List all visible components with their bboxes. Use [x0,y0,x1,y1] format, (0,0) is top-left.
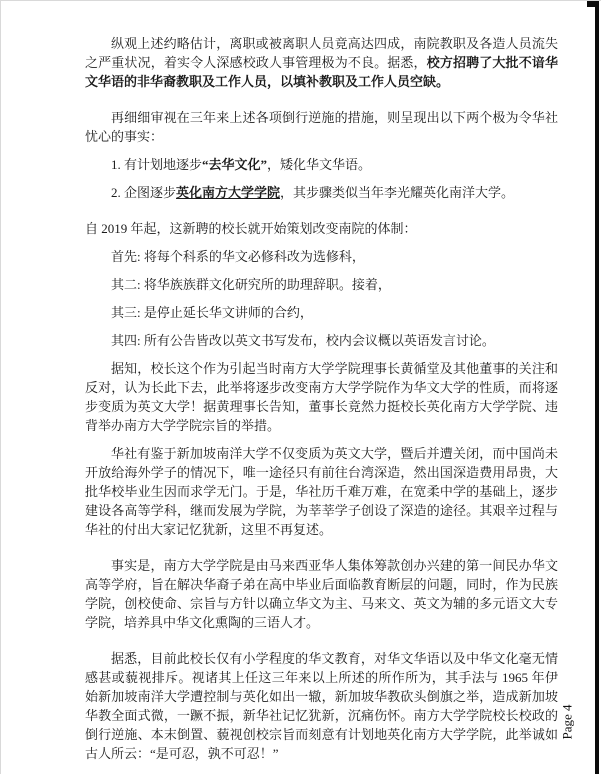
body-text: 事实是，南方大学学院是由马来西亚华人集体筹款创办兴建的第一间民办华文高等学府，旨在解决华裔子弟在高中毕业后面临教育断层的问题，同时，作为民族学院，创校使命、宗旨与方针以确立华文为主、马来文、英文为辅的多元语文大专学院，培养具中华文化熏陶的三语人才。 [85,558,558,630]
emphasized-text: “去华文化” [202,157,268,172]
paragraph-two-facts-intro [85,108,558,146]
body-text: 其二: 将华族族群文化研究所的助理辞职。接着， [111,277,391,292]
body-text: 其四: 所有公告皆改以英文书写发布，校内会议概以英语发言讨论。 [111,333,495,348]
sub-item-third [85,303,558,322]
paragraph-founding-mission [85,556,558,632]
paragraph-2019-reform-intro [85,219,558,238]
page-number-label: Page 4 [559,704,575,740]
body-text: 首先: 将每个科系的华文必修科改为选修科， [111,249,365,264]
scan-edge-artifact [595,1,599,774]
paragraph-staff-loss [85,34,558,91]
body-text: 华社有鉴于新加坡南洋大学不仅变质为英文大学，暨后并遭关闭，而中国尚未开放给海外学子的情况下，唯一途径只有前往台湾深造，然出国深造费用昂贵，大批华校毕业生因而求学无门。于是，华社历千难万难，在宽柔中学的基础上，逐步建设各高等学科，继而发展为学院，为莘莘学子创设了深造的途径。其艰辛过程与华社的付出大家记忆犹新，这里不再复述。 [85,446,558,537]
body-text: 据悉，目前此校长仅有小学程度的华文教育，对华文华语以及中华文化毫无情感甚或藐视排斥。视诸其上任这三年来以上所述的所作所为，其手法与 1965 年伊始新加坡南洋大学遭控制与英化如出一辙，新加坡华教砍头倒旗之举，造成新加坡华教全面式微，一蹶不振，新华社记忆犹新，沉痛伤怀。南方大学学院校长校政的倒行逆施、本末倒置、藐视创校宗旨而刻意有计划地英化南方大学学院，此举诚如古人所云：“是可忍，孰不可忍！” [85,651,558,761]
emphasized-text: 校方招聘了大批不谙华文华语的非华裔教职及工作人员，以填补教职及工作人员空缺。 [85,55,558,89]
body-text: 其三: 是停止延长华文讲师的合约， [111,305,313,320]
body-text: ，矮化华文华语。 [267,157,372,172]
document-body [85,34,558,772]
body-text: 再细细审视在三年来上述各项倒行逆施的措施，则呈现出以下两个极为令华社忧心的事实： [85,110,558,144]
body-text: 自 2019 年起，这新聘的校长就开始策划改变南院的体制： [85,221,417,236]
body-text: 1. 有计划地逐步 [111,157,203,172]
scan-corner-artifact [587,1,599,7]
body-text: 2. 企图逐步 [111,185,177,200]
body-text: ，其步骤类似当年李光耀英化南洋大学。 [280,185,515,200]
list-item-2 [85,183,558,202]
emphasized-text: 英化南方大学学院 [176,185,281,200]
body-text: 纵观上述约略估计，离职或被离职人员竟高达四成，南院教职及各造人员流失之严重状况，着实令人深感校政人事管理极为不良。据悉， [85,36,558,70]
paragraph-community-history [85,444,558,539]
body-text: 据知，校长这个作为引起当时南方大学学院理事长黄循堂及其他董事的关注和反对，认为长此下去，此举将逐步改变南方大学学院作为华文大学的性质，而将逐步变质为英文大学！据黄理事长告知，董事长竟然力挺校长英化南方大学学院、违背举办南方大学学院宗旨的举措。 [85,361,558,433]
paragraph-board-reaction [85,359,558,435]
paragraph-conclusion [85,649,558,763]
sub-item-fourth [85,331,558,350]
sub-item-second [85,275,558,294]
list-item-1 [85,155,558,174]
sub-item-first [85,247,558,266]
